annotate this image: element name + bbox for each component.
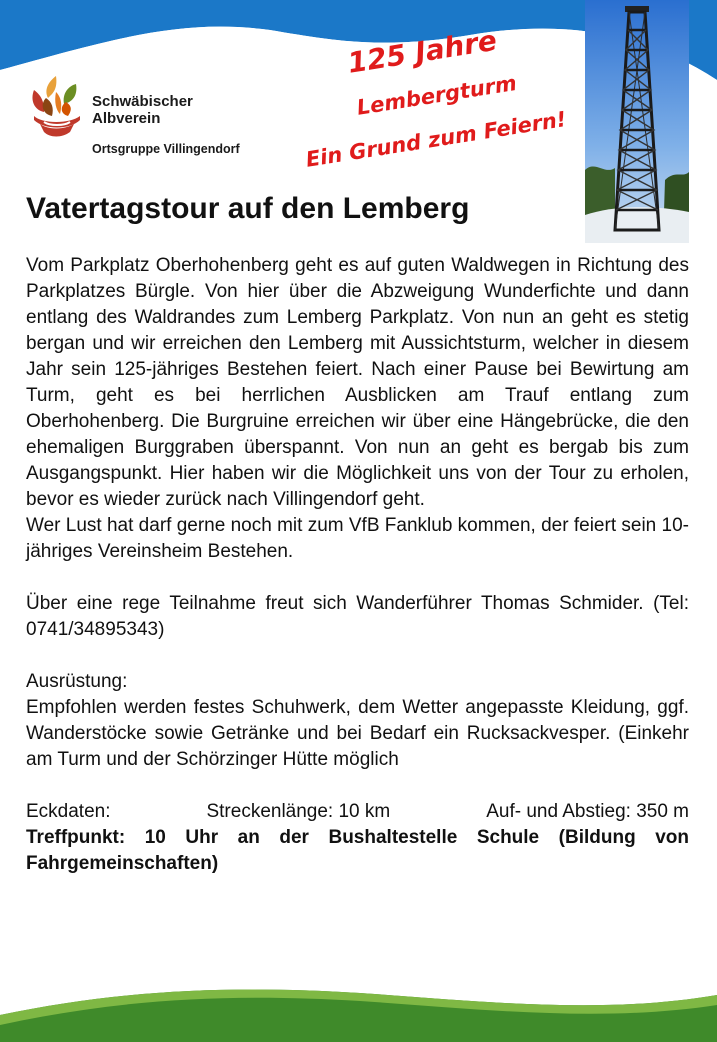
- albverein-logo: [26, 72, 88, 142]
- bottom-wave-decoration: [0, 975, 717, 1042]
- org-name-line2: Albverein: [92, 110, 161, 127]
- route-length: Streckenlänge: 10 km: [206, 801, 391, 822]
- org-name-line1: Schwäbischer: [92, 93, 193, 110]
- tour-description: [26, 253, 689, 877]
- slogan-anniversary: 125 Jahre: [345, 23, 499, 80]
- meeting-point: Treffpunkt: 10 Uhr an der Bushaltestelle Schule (Bildung von Fahrgemeinschaften): [26, 827, 689, 874]
- slogan-tower-name: Lembergturm: [355, 70, 519, 120]
- slogan-celebrate: Ein Grund zum Feiern!: [304, 106, 568, 172]
- fanclub-paragraph: Wer Lust hat darf gerne noch mit zum VfB Fanklub kommen, der feiert sein 10-jähriges Vereinsheim Bestehen.: [26, 515, 689, 562]
- key-data-row: [26, 799, 689, 825]
- lembergturm-photo: [585, 0, 689, 243]
- org-group: Ortsgruppe Villingendorf: [92, 142, 240, 156]
- org-name: [92, 93, 193, 127]
- guide-paragraph: Über eine rege Teilnahme freut sich Wanderführer Thomas Schmider. (Tel: 0741/34895343): [26, 593, 689, 640]
- equipment-text: Empfohlen werden festes Schuhwerk, dem Wetter angepasste Kleidung, ggf. Wanderstöcke sowie Getränke und bei Bedarf ein Rucksackvesper. (Einkehr am Turm und der Schörzinger Hütte möglich: [26, 697, 689, 770]
- page-title: Vatertagstour auf den Lemberg: [26, 192, 470, 225]
- ascent-descent: Auf- und Abstieg: 350 m: [486, 801, 689, 822]
- key-data-label: Eckdaten:: [26, 801, 111, 822]
- route-paragraph: Vom Parkplatz Oberhohenberg geht es auf guten Waldwegen in Richtung des Parkplatzes Bürgle. Von hier über die Abzweigung Wunderfichte und dann entlang des Waldrandes zum Lemberg Parkplatz. Von nun an geht es stetig bergan und wir erreichen den Lemberg mit Aussichtsturm, welcher in diesem Jahr sein 125-jähriges Bestehen feiert. Nach einer Pause bei Bewirtung am Turm, geht es bei herrlichen Ausblicken am Trauf entlang zum Oberhohenberg. Die Burgruine erreichen wir über eine Hängebrücke, die den ehemaligen Burggraben überspannt. Von nun an geht es bergab bis zum Ausgangspunkt. Hier haben wir die Möglichkeit uns von der Tour zu erholen, bevor es wieder zurück nach Villingendorf geht.: [26, 255, 689, 510]
- equipment-heading: Ausrüstung:: [26, 671, 128, 692]
